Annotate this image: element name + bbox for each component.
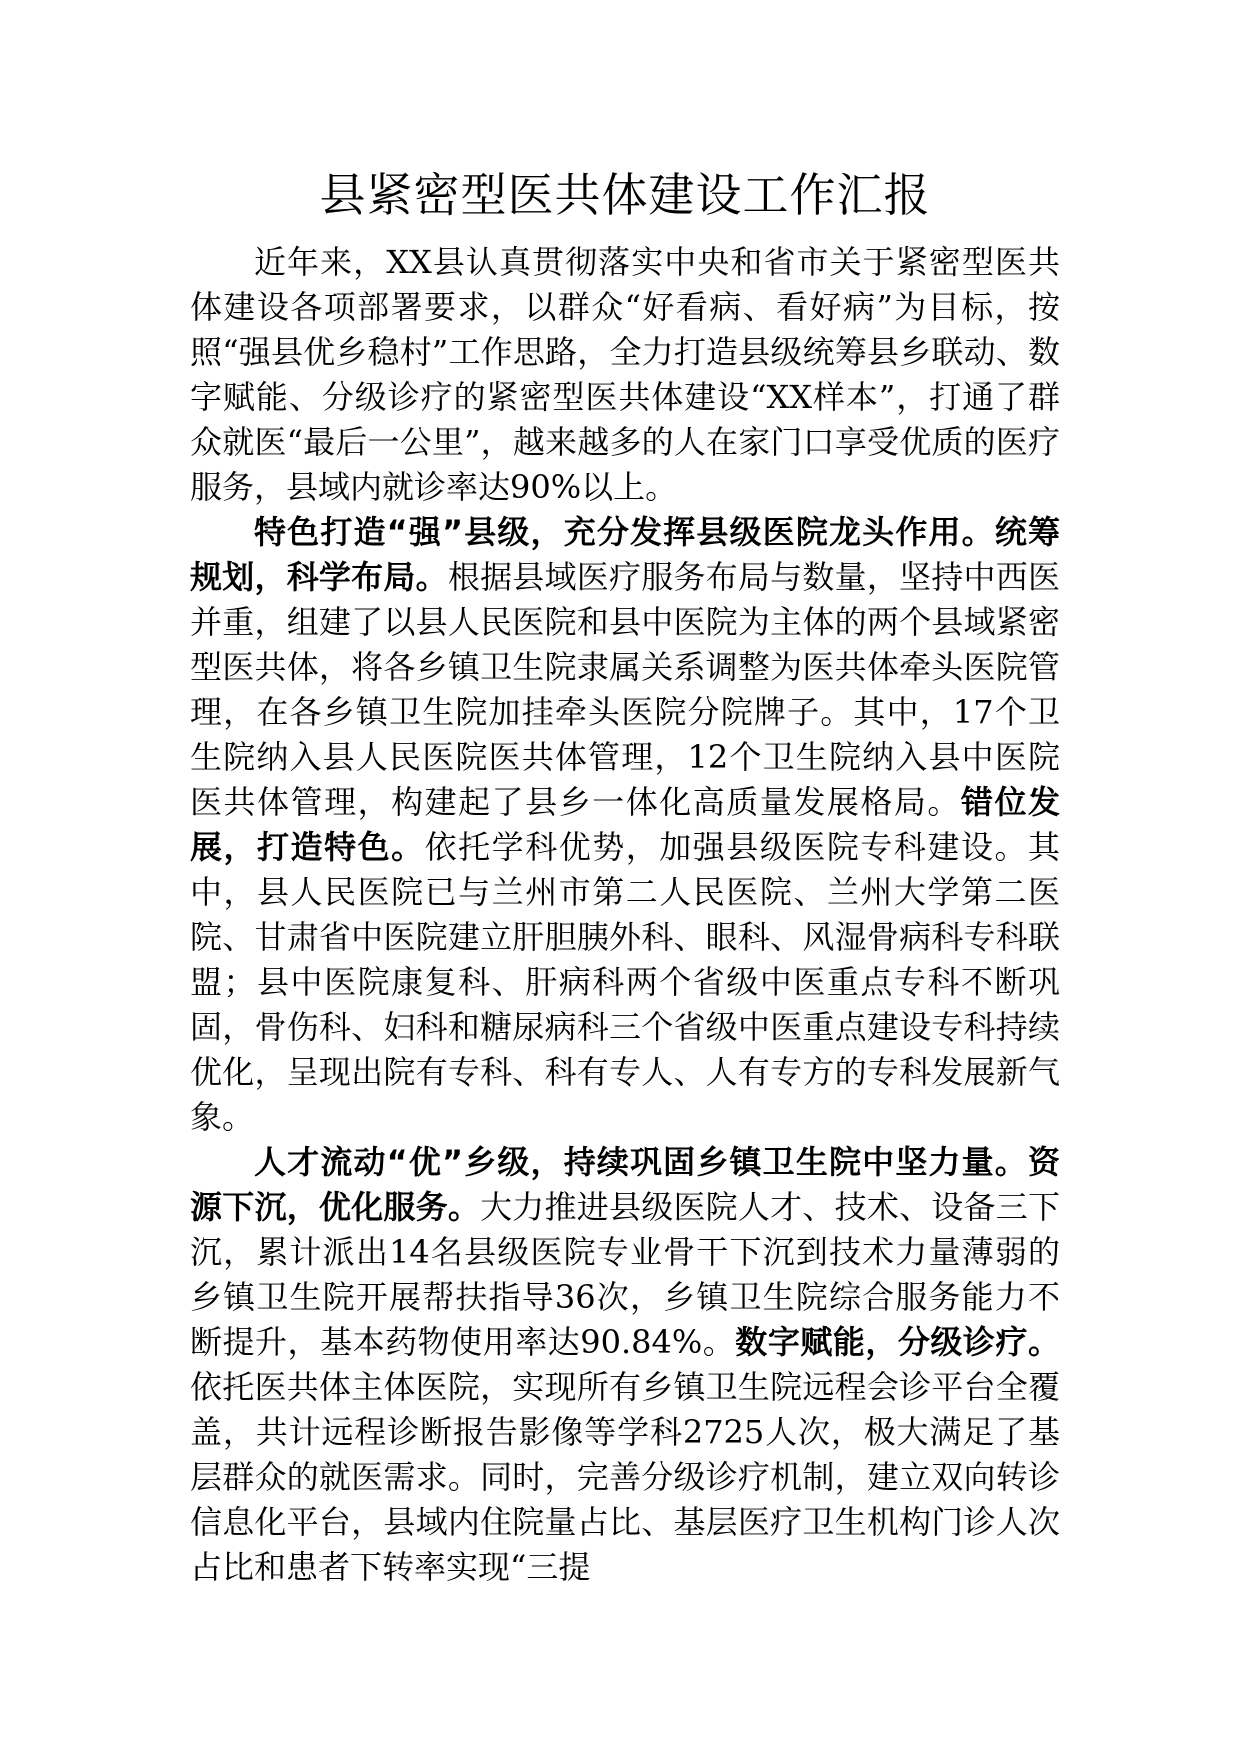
section-2-heading: 人才流动“优”乡级，持续巩固乡镇卫生院中坚力量。 xyxy=(254,1143,1028,1181)
section-2-sub-2-heading: 数字赋能，分级诊疗。 xyxy=(735,1323,1060,1361)
section-1-sub-2-text: 依托学科优势，加强县级医院专科建设。其中，县人民医院已与兰州市第二人民医院、兰州大学第二医院、甘肃省中医院建立肝胆胰外科、眼科、风湿骨病科专科联盟；县中医院康复科、肝病科两个省级中医重点专科不断巩固，骨伤科、妇科和糖尿病科三个省级中医重点建设专科持续优化，呈现出院有专科、科有专人、人有专方的专科发展新气象。 xyxy=(190,828,1060,1136)
document-page xyxy=(190,160,1060,1590)
section-2-sub-1-text: 大力推进县级医院人才、技术、设备三下沉，累计派出14名县级医院专业骨干下沉到技术力量薄弱的乡镇卫生院开展帮扶指导36次，乡镇卫生院综合服务能力不断提升，基本药物使用率达90.84%。 xyxy=(190,1188,1060,1361)
section-1-paragraph xyxy=(190,510,1060,1140)
section-1-heading: 特色打造“强”县级，充分发挥县级医院龙头作用。 xyxy=(254,513,995,551)
intro-paragraph: 近年来，XX县认真贯彻落实中央和省市关于紧密型医共体建设各项部署要求，以群众“好看病、看好病”为目标，按照“强县优乡稳村”工作思路，全力打造县级统筹县乡联动、数字赋能、分级诊疗的紧密型医共体建设“XX样本”，打通了群众就医“最后一公里”，越来越多的人在家门口享受优质的医疗服务，县域内就诊率达90%以上。 xyxy=(190,243,1060,506)
section-1-sub-2-heading: 错位发展，打造特色。 xyxy=(190,783,1060,866)
document-title: 县紧密型医共体建设工作汇报 xyxy=(319,168,931,222)
section-2-paragraph xyxy=(190,1140,1060,1590)
section-2-sub-1-heading: 资源下沉，优化服务。 xyxy=(190,1143,1060,1226)
section-1-sub-1-heading: 统筹规划，科学布局。 xyxy=(190,513,1060,596)
section-2-sub-2-text: 依托医共体主体医院，实现所有乡镇卫生院远程会诊平台全覆盖，共计远程诊断报告影像等学科2725人次，极大满足了基层群众的就医需求。同时，完善分级诊疗机制，建立双向转诊信息化平台，县域内住院量占比、基层医疗卫生机构门诊人次占比和患者下转率实现“三提 xyxy=(190,1368,1060,1586)
section-1-sub-1-text: 根据县域医疗服务布局与数量，坚持中西医并重，组建了以县人民医院和县中医院为主体的两个县域紧密型医共体，将各乡镇卫生院隶属关系调整为医共体牵头医院管理，在各乡镇卫生院加挂牵头医院分院牌子。其中，17个卫生院纳入县人民医院医共体管理，12个卫生院纳入县中医院医共体管理，构建起了县乡一体化高质量发展格局。 xyxy=(190,558,1060,821)
